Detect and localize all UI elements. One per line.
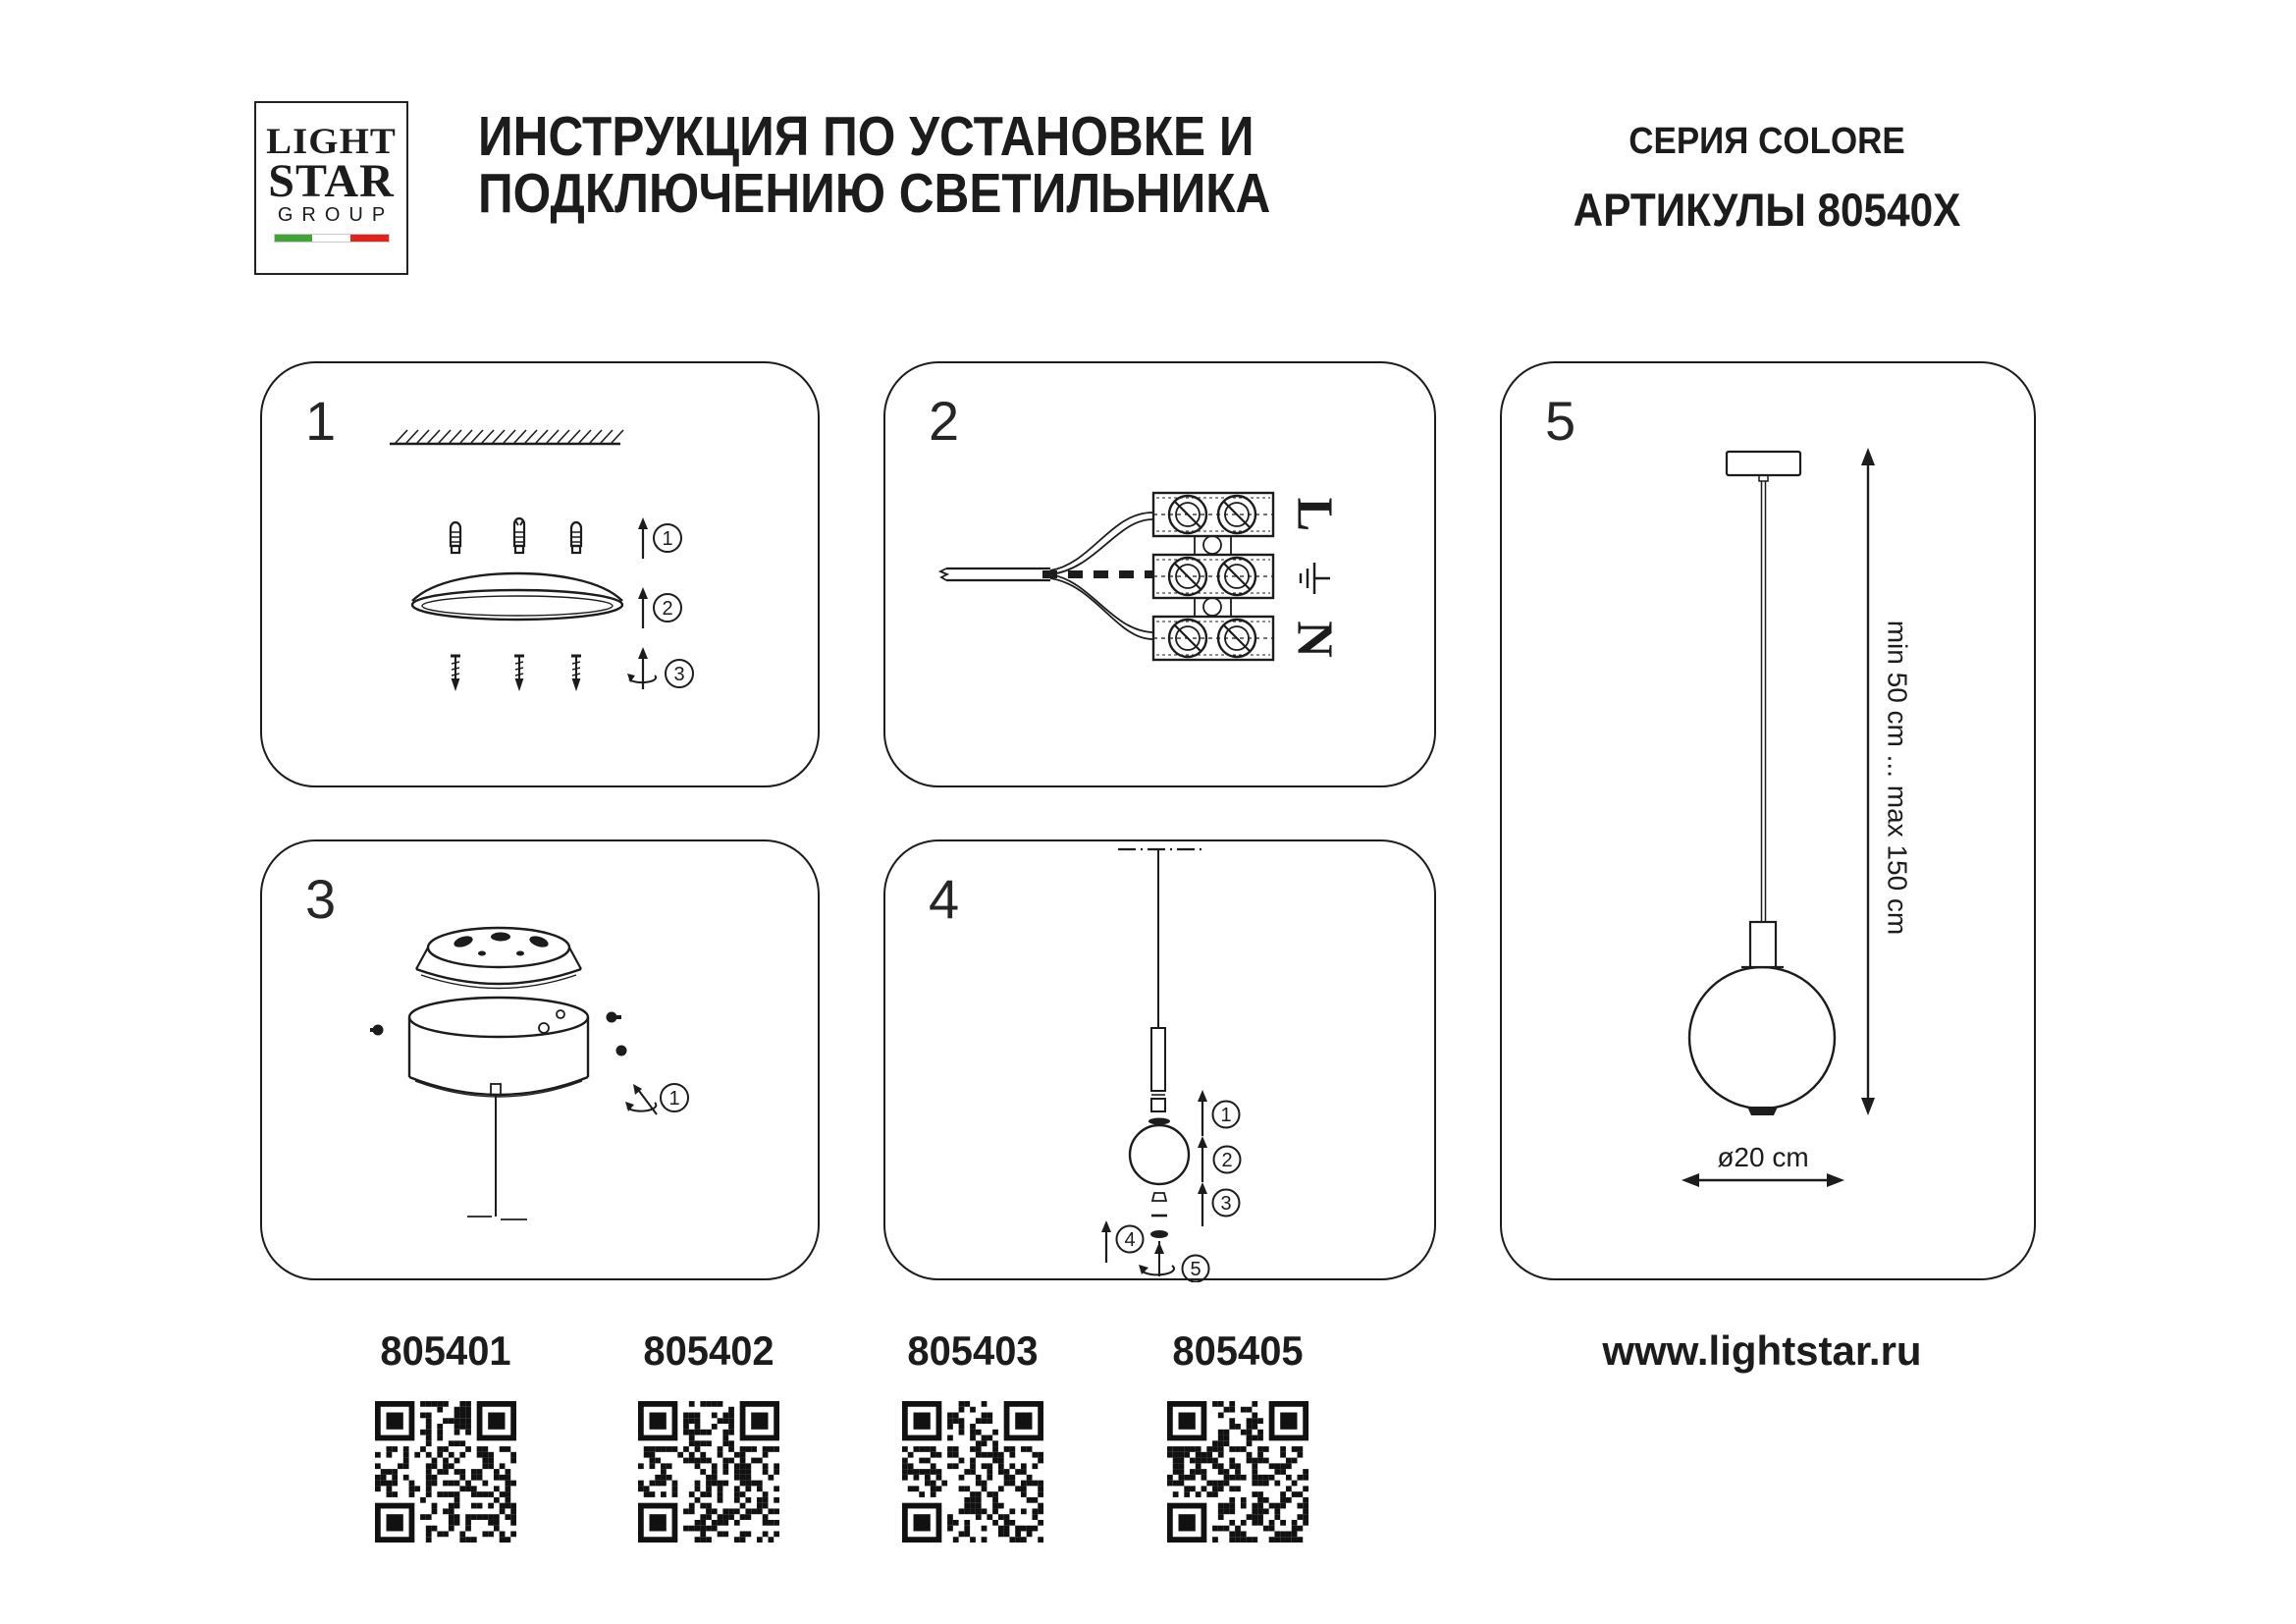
callout-5 — [1183, 1256, 1209, 1282]
step-4-panel — [883, 839, 1436, 1280]
svg-text:3: 3 — [1220, 1193, 1232, 1215]
rotate-arrow — [625, 1084, 657, 1114]
page-title-line1: ИНСТРУКЦИЯ ПО УСТАНОВКЕ И — [478, 105, 1255, 168]
italian-flag-icon — [274, 234, 390, 243]
svg-text:4: 4 — [1124, 1229, 1136, 1251]
step-5-number: 5 — [1545, 390, 1576, 452]
callout-3 — [1213, 1190, 1240, 1217]
svg-text:1: 1 — [668, 1088, 680, 1110]
svg-text:1: 1 — [662, 528, 673, 550]
ground-symbol-icon — [1301, 563, 1330, 594]
qr-code-805401 — [375, 1401, 516, 1543]
callout-1 — [661, 1084, 688, 1111]
step-4-assembly-diagram — [885, 841, 1438, 1282]
svg-text:3: 3 — [673, 664, 685, 685]
glass-ball — [1130, 1125, 1189, 1184]
flag-white-stripe — [312, 235, 350, 242]
callout-arrows — [627, 517, 656, 689]
flag-green-stripe — [275, 235, 313, 242]
height-dimension — [1861, 448, 1875, 1115]
article-code: 805403 — [907, 1327, 1039, 1374]
article-code: 805402 — [643, 1327, 774, 1374]
socket — [1750, 922, 1776, 967]
article-805402 — [611, 1327, 807, 1375]
step-5-panel — [1500, 361, 2036, 1280]
articles-title: АРТИКУЛЫ 80540X — [1573, 184, 1961, 236]
flag-red-stripe — [350, 235, 389, 242]
step-5-dimensions-diagram — [1502, 363, 2038, 1282]
svg-text:1: 1 — [1220, 1105, 1232, 1126]
small-parts — [1150, 1193, 1168, 1238]
callout-1 — [654, 524, 681, 552]
page-title-line2: ПОДКЛЮЧЕНИЮ СВЕТИЛЬНИКА — [478, 162, 1271, 225]
callout-4 — [1117, 1226, 1144, 1253]
suspension-rod — [467, 1084, 527, 1219]
step-4-number: 4 — [929, 868, 960, 930]
step-2-wiring-diagram — [885, 363, 1438, 789]
step-3-diagram — [262, 841, 822, 1282]
callout-2 — [1214, 1147, 1241, 1173]
step-1-number: 1 — [305, 390, 337, 452]
fixture-body — [409, 998, 588, 1097]
website-url: www.lightstar.ru — [1602, 1327, 1922, 1374]
page-title — [478, 105, 1271, 225]
screws — [451, 656, 581, 688]
qr-code-805403 — [902, 1401, 1043, 1543]
bottom-wire — [1139, 1241, 1174, 1276]
wall-plugs — [451, 518, 581, 553]
ceiling-hatch — [390, 430, 623, 444]
canopy-cover — [416, 928, 581, 989]
diameter-dimension — [1682, 1173, 1844, 1187]
line-terminal-label: L — [1286, 497, 1343, 532]
callout-1 — [1213, 1102, 1240, 1128]
svg-text:2: 2 — [1221, 1150, 1233, 1171]
wire-sleeve — [1151, 1028, 1165, 1111]
svg-text:2: 2 — [662, 598, 673, 620]
suspension-wire — [1762, 481, 1766, 923]
qr-code-805405 — [1167, 1401, 1308, 1543]
height-range-label: min 50 cm ... max 150 cm — [1882, 620, 1913, 936]
lock-ring — [1148, 1118, 1170, 1125]
callout-2 — [654, 594, 681, 622]
logo-word-light: LIGHT — [266, 122, 397, 162]
series-label: СЕРИЯ COLORE — [1629, 121, 1905, 162]
step-1-panel — [260, 361, 820, 787]
step-1-diagram — [262, 363, 822, 789]
pendant-shade — [1689, 922, 1835, 1115]
svg-text:5: 5 — [1190, 1259, 1201, 1280]
logo-word-star: STAR — [268, 155, 395, 207]
logo-word-group: GROUP — [277, 204, 395, 226]
step-2-number: 2 — [929, 390, 960, 452]
article-code: 805401 — [380, 1327, 511, 1374]
mounting-plate — [412, 573, 622, 620]
ceiling-plate — [1727, 452, 1800, 481]
step-3-panel — [260, 839, 820, 1280]
step-3-number: 3 — [305, 868, 337, 930]
article-code: 805405 — [1172, 1327, 1304, 1374]
article-805403 — [875, 1327, 1071, 1375]
terminal-block — [1153, 493, 1273, 660]
qr-code-805402 — [638, 1401, 779, 1543]
callout-3 — [666, 660, 693, 687]
diameter-label: ø20 cm — [1717, 1142, 1809, 1172]
article-805405 — [1140, 1327, 1336, 1375]
mains-cable — [940, 513, 1152, 639]
neutral-terminal-label: N — [1286, 621, 1343, 658]
step-2-panel — [883, 361, 1436, 787]
shade-base — [1747, 1107, 1778, 1115]
lightstar-logo — [254, 101, 408, 275]
article-805401 — [347, 1327, 544, 1375]
